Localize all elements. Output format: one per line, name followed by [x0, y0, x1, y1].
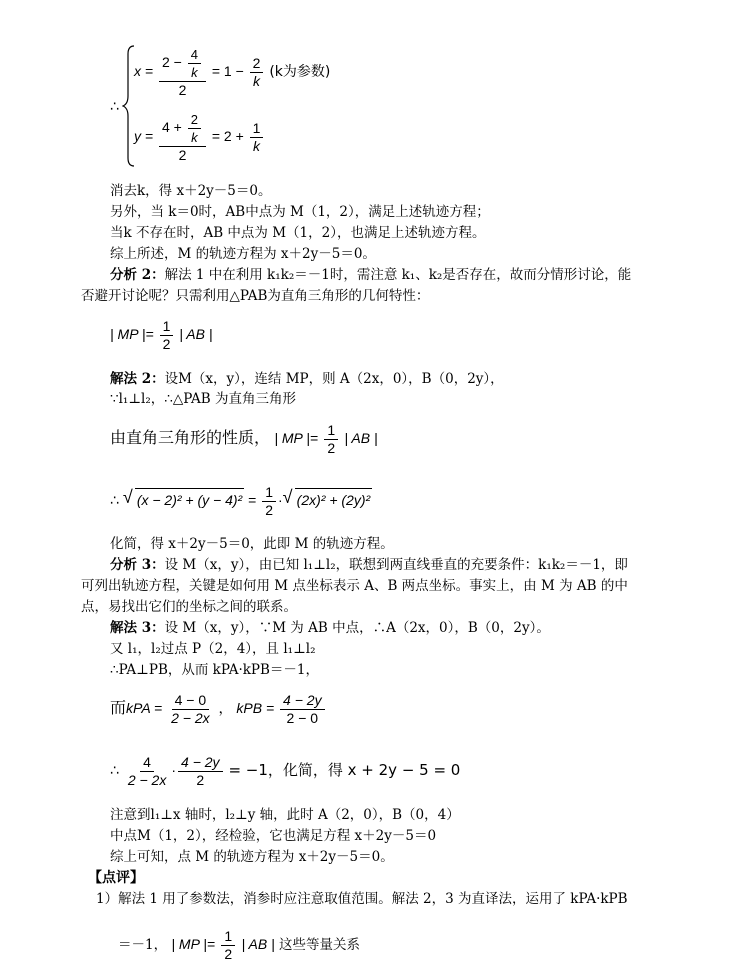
- text-line: 当k 不存在时，AB 中点为 M（1，2），也满足上述轨迹方程。: [110, 225, 486, 241]
- text-line: 可列出轨迹方程，关键是如何用 M 点坐标表示 A、B 两点坐标。事实上，由 M 为 AB 的中: [81, 578, 628, 594]
- therefore-symbol: ∴: [110, 98, 119, 114]
- product-equation: ∴ $\frac{4}{2 - 2x}$ · $\frac{4 - 2y}{2}$ = −1，化简，得 x + 2y − 5 = 0: [110, 754, 461, 788]
- analysis-3: 分析 3：设 M（x，y），由已知 l₁⊥l₂，联想到两直线垂直的充要条件：k₁k₂＝－1，即: [110, 557, 628, 573]
- text-line: 又 l₁，l₂过点 P（2，4），且 l₁⊥l₂: [110, 641, 316, 657]
- review-line-2: ＝－1， | MP |= $\frac{1}{2}$ | AB | 这些等量关系: [118, 928, 361, 962]
- text-line: 综上可知，点 M 的轨迹方程为 x＋2y－5＝0。: [110, 849, 394, 865]
- text-line: 另外，当 k＝0时，AB中点为 M（1，2），满足上述轨迹方程；: [110, 204, 490, 220]
- review-line-1: 1）解法 1 用了参数法，消参时应注意取值范围。解法 2，3 为直译法，运用了 kPA·kPB: [96, 891, 628, 907]
- sqrt-right: √ (2x)² + (2y)²: [282, 487, 371, 509]
- text-line: 点，易找出它们的坐标之间的联系。: [81, 599, 297, 615]
- mp-formula: | MP |= $\frac{1}{2}$ | AB |: [110, 318, 213, 352]
- review-heading: 【点评】: [88, 870, 144, 886]
- text-line: 否避开讨论呢？只需利用△PAB为直角三角形的几何特性：: [81, 288, 430, 304]
- text-line: 消去k，得 x＋2y－5＝0。: [110, 183, 272, 199]
- text-line: ∴PA⊥PB，从而 kPA·kPB＝－1，: [110, 662, 320, 678]
- solution-3: 解法 3：设 M（x，y），∵M 为 AB 中点，∴A（2x，0），B（0，2y）。: [110, 620, 550, 636]
- text-line: 注意到l₁⊥x 轴时，l₂⊥y 轴，此时 A（2，0），B（0，4）: [110, 807, 460, 823]
- text-line: ∵l₁⊥l₂，∴△PAB 为直角三角形: [110, 391, 297, 407]
- sqrt-left: √ (x − 2)² + (y − 4)²: [122, 487, 243, 509]
- equation-y: y = 4 + $\frac{2}{k}$ 2 = 2 + $\frac{1}{k}$: [134, 111, 265, 164]
- right-triangle-property: 由直角三角形的性质， | MP |= $\frac{1}{2}$ | AB |: [110, 422, 378, 456]
- slope-formulas: 而kPA = $\frac{4 - 0}{2 - 2x}$ ， kPB = $\frac{4 - 2y}{2 - 0}$: [110, 692, 327, 727]
- text-line: 化简，得 x＋2y－5＝0，此即 M 的轨迹方程。: [110, 536, 394, 552]
- analysis-2: 分析 2：解法 1 中在利用 k₁k₂＝－1时，需注意 k₁、k₂是否存在，故而分情形讨论，能: [110, 267, 632, 283]
- distance-equation: ∴ √ (x − 2)² + (y − 4)² = $\frac{1}{2}$ · √ (2x)² + (2y)²: [110, 484, 371, 518]
- solution-2: 解法 2：设M（x，y），连结 MP，则 A（2x，0），B（0，2y），: [110, 371, 504, 387]
- text-line: 中点M（1，2），经检验，它也满足方程 x＋2y－5＝0: [110, 828, 437, 844]
- equation-x: x = 2 − $\frac{4}{k}$ 2 = 1 − $\frac{2}{k}$ (k为参数): [134, 47, 331, 98]
- text-line: 综上所述，M 的轨迹方程为 x＋2y－5＝0。: [110, 246, 376, 262]
